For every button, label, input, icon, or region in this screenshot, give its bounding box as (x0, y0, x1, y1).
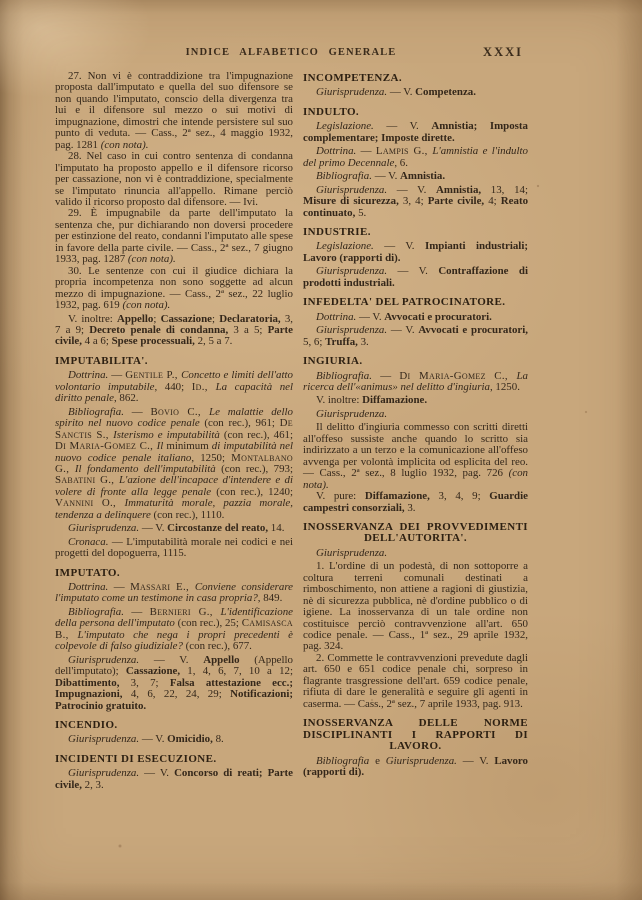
text-run: — V. (139, 733, 168, 746)
index-paragraph (303, 491, 528, 514)
index-paragraph (55, 582, 293, 605)
text-run: 13, 14; (481, 183, 528, 196)
cross-reference: Misure di sicurezza, (303, 195, 399, 208)
index-paragraph (303, 548, 528, 559)
cross-reference: Competenza. (415, 86, 476, 99)
text-run: — V. (387, 86, 416, 99)
text-run: (con rec.), 677. (182, 640, 252, 653)
index-paragraph (55, 71, 293, 151)
rubric-label: Dottrina. (68, 581, 109, 594)
index-paragraph (55, 407, 293, 522)
page-title: INDICE ALFABETICO GENERALE (185, 47, 397, 58)
rubric-label: Le malattie dello spirito nel nuovo codice penale (55, 405, 294, 430)
author-name: Vannini O., (55, 497, 125, 510)
index-paragraph (303, 185, 528, 219)
cross-reference: Amnistia. (400, 170, 446, 183)
index-paragraph (303, 121, 528, 144)
index-paragraph (55, 734, 293, 745)
text-run: 3, 7; (119, 676, 170, 689)
rubric-label: Dottrina. (316, 145, 357, 158)
text-run: (con rec.), 1240; (211, 485, 293, 498)
text-run: ; (212, 312, 220, 325)
text-run: — (123, 405, 151, 418)
text-run: 4; (484, 195, 501, 208)
text-run: 27. Non vi è contraddizione tra l'impugnazione proposta dall'imputato e quella del suo difensore se non quando l'imputato, conscio della divergenza tra lui e il difensore sul mezzo o sui motivi di impugnazione, dimostri che intende persistere sul suo punto di veduta. — Cass., 2ª sez., 4 maggio 1932, pag. 1281 (55, 70, 293, 151)
text-run: — V. (387, 265, 439, 278)
author-name: Montalbano G., (55, 451, 293, 475)
text-run: V. inoltre: (68, 312, 118, 325)
cross-reference: Parte civile, (427, 195, 485, 208)
index-paragraph (303, 266, 528, 289)
cross-reference: Falsa attestazione ecc.; (169, 676, 293, 689)
rubric-label: Giurisprudenza. (68, 522, 140, 535)
rubric-label: (con nota). (303, 467, 528, 491)
text-run: (Appello dell'imputato); (55, 653, 294, 678)
text-run: — V. (371, 170, 401, 183)
rubric-label: (con nota). (100, 138, 149, 151)
index-paragraph (303, 325, 528, 348)
text-run: ; (153, 312, 161, 325)
text-run: — V. (456, 754, 495, 767)
cross-reference: Impugnazioni, (55, 688, 123, 701)
text-run: 30. Le sentenze con cui il giudice dichiara la propria incompetenza non sono soggette ad alcun mezzo di impugnazione. — Cass., 2ª sez., 22 luglio 1932, pag. 619 (55, 264, 293, 312)
cross-reference: Parte civile, (55, 323, 293, 348)
text-run: — (123, 605, 150, 618)
text-run: 3, 4, 9; (429, 490, 490, 503)
left-column (55, 71, 293, 791)
rubric-label: Giurisprudenza. (316, 324, 388, 337)
cross-reference: Notificazioni; (230, 688, 293, 701)
rubric-label: Dottrina. (68, 369, 109, 382)
text-run: V. inoltre: (316, 394, 363, 407)
cross-reference: Amnistia; (431, 120, 478, 133)
cross-reference: Spese processuali, (111, 335, 195, 348)
index-entry-heading: INFEDELTA' DEL PATROCINATORE. (303, 296, 506, 309)
cross-reference: Omicidio, (167, 733, 213, 746)
rubric-label: Dottrina. (316, 310, 357, 323)
index-paragraph (55, 208, 293, 265)
author-name: Di Maria-Gomez C., (55, 440, 157, 453)
cross-reference: Contraffazione di prodotti industriali. (303, 265, 528, 289)
text-run: , 862. (113, 392, 139, 405)
text-run: — (371, 369, 400, 382)
index-entry-heading: INGIURIA. (303, 355, 363, 368)
cross-reference: Reato continuato, (303, 195, 529, 219)
cross-reference: Guardie campestri consorziali, (303, 490, 528, 514)
page-number: XXXI (483, 45, 523, 59)
text-run: — (108, 369, 126, 382)
cross-reference: Declaratoria, (219, 312, 281, 325)
text-run: 28. Nel caso in cui contro sentenza di condanna l'imputato ha proposto appello e il difensore ricorso per cassazione, non vi è contraddizione, specialmente se l'imputato rinuncia all'appello. Rimane perciò valido il ricorso proposto dal difensore. — Ivi. (55, 150, 293, 208)
rubric-label: (con nota). (127, 253, 176, 266)
text-run: (con rec.), 793; (215, 462, 294, 475)
rubric-label: Il (156, 440, 167, 453)
text-run: , 1250; (191, 451, 232, 464)
rubric-label: L'identificazione della persona dell'imputato (55, 605, 293, 630)
index-paragraph (303, 312, 528, 323)
cross-reference: Diffamazione, (364, 490, 430, 503)
text-run: V. pure: (316, 490, 365, 503)
text-run: 4, 6, 22, 24, 29; (122, 688, 231, 701)
text-run (477, 120, 490, 132)
index-entry-heading: IMPUTATO. (55, 566, 121, 579)
author-name: Lampis G., (375, 145, 433, 158)
index-paragraph (303, 756, 528, 779)
author-name: Bernieri G., (149, 605, 221, 618)
rubric-label: Giurisprudenza. (316, 546, 388, 559)
cross-reference: Appello (203, 653, 240, 666)
cross-reference: Impianti industriali; (424, 240, 528, 253)
text-run: 8. (212, 733, 224, 746)
cross-reference: Decreto penale di condanna, (89, 323, 229, 336)
rubric-label: Bibliografia. (316, 170, 372, 183)
text-run: 3, 7 a 9; (55, 312, 294, 336)
author-name: Massari E., (130, 581, 195, 594)
rubric-label: L'amnistia e l'indulto del primo Decennale (303, 145, 528, 169)
rubric-label: L'azione dell'incapace d'intendere e di volere di fronte alla legge penale (55, 474, 293, 498)
index-paragraph (303, 241, 528, 264)
cross-reference: Circostanze del reato, (167, 522, 269, 535)
cross-reference: Amnistia, (436, 183, 482, 196)
text-run: 2, 3. (81, 778, 104, 791)
rubric-label: Immaturità morale, pazzia morale, tendenza a delinquere (55, 497, 293, 521)
text-run: — V. (139, 522, 168, 535)
author-name: Bovio C., (150, 405, 210, 418)
author-name: Sabatini G., (55, 474, 119, 487)
index-paragraph (55, 768, 293, 791)
rubric-label: La capacità nel diritto penale (55, 380, 294, 405)
author-name: De Sanctis S., (55, 417, 293, 441)
cross-reference: Imposta complementare; (303, 120, 528, 144)
text-run: — L'imputabilità morale nei codici e nei progetti del dopoguerra, 1115. (55, 535, 293, 560)
cross-reference: Diffamazione. (362, 394, 428, 407)
cross-reference: Parte civile, (55, 767, 293, 791)
index-entry-heading: IMPUTABILITA'. (55, 354, 148, 367)
cross-reference: Patrocinio gratuito. (55, 699, 147, 712)
running-header (55, 47, 527, 64)
text-run: — V. (139, 767, 175, 780)
text-run: 3, 4; (398, 195, 428, 208)
author-name: Di Maria-Gomez C., (399, 369, 517, 382)
cross-reference: Imposte dirette. (381, 131, 455, 144)
rubric-label: Cronaca. (68, 535, 109, 548)
index-entry-heading: INOSSERVANZA DELLE NORME DISCIPLINANTI I RAPPORTI DI LAVORO. (303, 717, 528, 753)
rubric-label: Isterismo e imputabilità (113, 428, 220, 441)
index-paragraph (55, 607, 293, 653)
cross-reference: Cassazione, (125, 665, 181, 678)
text-run: Il delitto d'ingiuria commesso con scritti diretti all'offeso sussiste anche quando lo scritto sia indirizzato a un terzo e la comunicazione all'offeso avvenga per volontà implicita od esplicita del reo. — Cass., 2ª sez., 8 luglio 1932, pag. 726 (303, 421, 528, 480)
index-paragraph (303, 87, 528, 98)
index-entry-heading: INCENDIO. (55, 719, 118, 732)
cross-reference: Truffa, (325, 335, 358, 348)
index-entry-heading: INCOMPETENZA. (303, 72, 403, 84)
author-name: Camisasca B., (55, 617, 293, 641)
rubric-label: Bibliografia (316, 754, 370, 767)
text-run: 5, 6; (303, 335, 326, 348)
text-run: 3. (404, 501, 416, 514)
cross-reference: Avvocati e procuratori. (384, 310, 492, 323)
text-run: — (356, 145, 376, 158)
text-run: e (369, 754, 386, 767)
text-run: — V. (373, 240, 425, 253)
index-paragraph (55, 314, 293, 348)
text-run: 29. È impugnabile da parte dell'imputato la sentenza che, pur dichiarando non doversi procedere per estinzione del reato, condanni l'imputato alle spese in favore della parte civile. — Cass., 2ª sez., 7 giugno 1933, pag. 1287 (55, 207, 293, 266)
text-run: — (108, 581, 131, 594)
author-name: Id., (191, 380, 216, 393)
cross-reference: Cassazione (160, 312, 213, 325)
rubric-label: La ricerca dell'«animus» nel delitto d'ingiuria (303, 369, 528, 393)
cross-reference: Lavoro (rapporti di). (303, 251, 401, 264)
rubric-label: Legislazione. (316, 120, 374, 133)
text-run: — V. (387, 183, 437, 196)
rubric-label: (con nota). (122, 299, 171, 312)
cross-reference: Lavoro (rapporti di). (303, 754, 528, 779)
index-paragraph (55, 655, 293, 712)
rubric-label: Giurisprudenza. (68, 653, 140, 666)
text-run: , 1250. (489, 380, 520, 393)
text-run: — V. (139, 653, 204, 666)
cross-reference: Avvocati e procuratori, (418, 324, 528, 337)
rubric-label: Concetto e limiti dell'atto volontario imputabile (55, 369, 294, 393)
index-paragraph (303, 395, 528, 406)
text-run: — V. (356, 310, 385, 323)
text-run: (con rec.), 961; (199, 417, 280, 430)
index-paragraph (303, 561, 528, 653)
rubric-label: Giurisprudenza. (316, 265, 388, 278)
text-run: 4 a 6; (81, 335, 112, 348)
cross-reference: Dibattimento, (55, 676, 120, 689)
rubric-label: Bibliografia. (68, 605, 124, 618)
text-run: , 849. (257, 592, 283, 605)
right-column (303, 73, 528, 778)
text-run: (con rec.), 461; (219, 428, 293, 441)
text-run: 3. (357, 335, 369, 348)
author-name: Gentile P., (125, 369, 182, 382)
text-run: (con rec.), 25; (174, 617, 242, 630)
index-paragraph (55, 523, 293, 534)
text-run: 3 a 5; (228, 323, 268, 336)
text-run: , 6. (394, 156, 408, 169)
cross-reference: Concorso di reati; (174, 767, 263, 780)
rubric-label: di imputabilità nel nuovo codice penale italiano (55, 440, 293, 464)
index-paragraph (303, 171, 528, 182)
text-run: , 440; (154, 380, 192, 393)
rubric-label: Giurisprudenza. (316, 86, 388, 99)
index-entry-heading: INDUSTRIE. (303, 225, 371, 238)
index-entry-heading: INDULTO. (303, 105, 360, 118)
rubric-label: Bibliografia. (316, 369, 372, 382)
index-paragraph (303, 653, 528, 710)
rubric-label: L'imputato che nega i propri precedenti è colpevole di falso giudiziale? (55, 628, 294, 653)
text-run: 5. (355, 206, 367, 219)
index-paragraph (55, 370, 293, 404)
text-run: 2, 5 a 7. (194, 335, 233, 348)
text-run: — V. (387, 324, 419, 337)
text-run: 14. (268, 522, 285, 535)
rubric-label: Il fondamento dell'imputabilità (74, 462, 216, 475)
text-run: 1. L'ordine di un podestà, di non sottoporre a coltura terreni comunali destinati a rimboschimento, non attiene a ragioni di giustizia, nè di sicurezza pubblica, nè d'ordine pubblico o di igiene. La inosservanza di un tale ordine non costituisce perciò contravvenzione all'art. 650 codice penale. — Cass., 1ª sez., 29 aprile 1932, pag. 324. (303, 560, 528, 653)
index-paragraph (303, 371, 528, 394)
text-run: — V. (373, 120, 432, 133)
index-paragraph (303, 146, 528, 169)
rubric-label: Giurisprudenza. (68, 733, 140, 746)
cross-reference: Appello (117, 312, 154, 325)
rubric-label: Giurisprudenza. (316, 407, 388, 420)
text-run: 2. Commette le contravvenzioni prevedute dagli art. 650 e 651 codice penale chi, sorpreso in flagrante trasgressione dell'art. 659 codice penale, rifiuta di dare le generalità e seguire gli agenti in caserma. — Cass., 2ª sez., 7 aprile 1933, pag. 913. (303, 651, 528, 710)
rubric-label: Giurisprudenza. (385, 754, 457, 767)
text-run: (con rec.), 1110. (150, 508, 225, 521)
text-run: 1, 4, 6, 7, 10 a 12; (180, 665, 294, 678)
index-paragraph (55, 151, 293, 208)
index-entry-heading: INOSSERVANZA DEI PROVVEDIMENTI DELL'AUTORITA'. (303, 520, 528, 545)
rubric-label: Legislazione. (316, 240, 374, 253)
index-entry-heading: INCIDENTI DI ESECUZIONE. (55, 752, 217, 765)
index-paragraph (303, 409, 528, 420)
index-paragraph (55, 537, 293, 560)
index-paragraph (55, 266, 293, 312)
rubric-label: Bibliografia. (68, 405, 124, 418)
rubric-label: Giurisprudenza. (68, 767, 140, 780)
text-run: minimum (166, 440, 209, 453)
index-paragraph (303, 422, 528, 491)
rubric-label: Conviene considerare l'imputato come un testimone in casa propria? (55, 581, 294, 605)
rubric-label: Giurisprudenza. (316, 183, 388, 196)
